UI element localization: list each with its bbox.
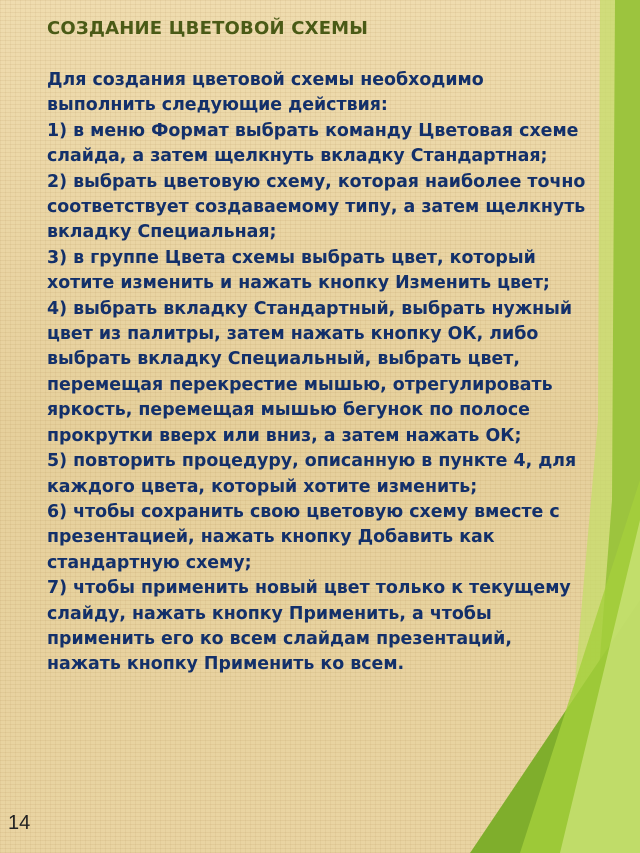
slide-body bbox=[47, 68, 587, 678]
step-4: 4) выбрать вкладку Стандартный, выбрать нужный цвет из палитры, затем нажать кнопку ОК, либо выбрать вкладку Специальный, выбрать цвет, перемещая перекрестие мышью, отрегулировать яркость, перемещая мышью бегунок по полосе прокрутки вверх или вниз, а затем нажать ОК; bbox=[47, 298, 573, 446]
slide-title: СОЗДАНИЕ ЦВЕТОВОЙ СХЕМЫ bbox=[47, 18, 369, 39]
page-number: 14 bbox=[8, 812, 31, 834]
step-3: 3) в группе Цвета схемы выбрать цвет, который хотите изменить и нажать кнопку Изменить цвет; bbox=[47, 247, 550, 294]
step-6: 6) чтобы сохранить свою цветовую схему вместе с презентацией, нажать кнопку Добавить как стандартную схему; bbox=[47, 501, 560, 573]
intro-paragraph: Для создания цветовой схемы необходимо выполнить следующие действия: bbox=[47, 70, 484, 116]
step-2: 2) выбрать цветовую схему, которая наиболее точно соответствует создаваемому типу, а затем щелкнуть вкладку Специальная; bbox=[47, 171, 586, 243]
step-5: 5) повторить процедуру, описанную в пункте 4, для каждого цвета, который хотите изменить; bbox=[47, 451, 577, 497]
step-7: 7) чтобы применить новый цвет только к текущему слайду, нажать кнопку Применить, а чтобы применить его ко всем слайдам презентаций, нажать кнопку Применить ко всем. bbox=[47, 578, 571, 675]
step-1: 1) в меню Формат выбрать команду Цветовая схеме слайда, а затем щелкнуть вкладку Стандартная; bbox=[47, 120, 579, 167]
